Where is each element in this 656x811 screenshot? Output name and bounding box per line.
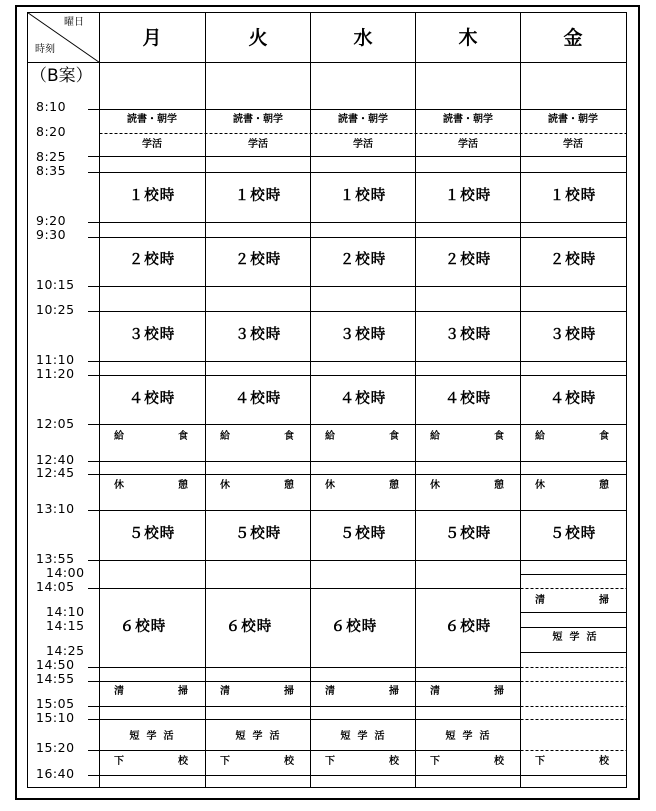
time-1310: 13:10	[36, 501, 75, 516]
cell-dismissal: 下 校	[430, 756, 526, 767]
time-1405: 14:05	[36, 579, 75, 594]
cell-period-1: １校時	[444, 188, 492, 204]
cell-cleaning: 清 掃	[114, 686, 210, 697]
time-1510: 15:10	[36, 710, 75, 725]
cell-rest: 休 憩	[325, 480, 421, 491]
cell-lunch: 給 食	[114, 431, 210, 442]
time-1520: 15:20	[36, 740, 75, 755]
cell-period-4: ４校時	[549, 391, 597, 407]
header-time-label: 時刻	[35, 44, 55, 55]
day-thu: 木	[458, 27, 478, 49]
time-0820: 8:20	[36, 124, 67, 139]
cell-rest: 休 憩	[430, 480, 526, 491]
cell-fri-short-homeroom: 短学活	[552, 632, 604, 643]
cell-homeroom: 学活	[458, 139, 478, 150]
cell-dismissal: 下 校	[535, 756, 631, 767]
cell-period-1: １校時	[234, 188, 282, 204]
cell-short-homeroom: 短学活	[340, 731, 392, 742]
cell-reading: 読書・朝学	[443, 114, 493, 125]
cell-period-4: ４校時	[339, 391, 387, 407]
cell-short-homeroom: 短学活	[445, 731, 497, 742]
time-1355: 13:55	[36, 551, 75, 566]
time-1455: 14:55	[36, 671, 75, 686]
time-1240: 12:40	[36, 452, 75, 467]
cell-rest: 休 憩	[220, 480, 316, 491]
cell-cleaning: 清 掃	[220, 686, 316, 697]
time-0810: 8:10	[36, 99, 67, 114]
cell-period-3: ３校時	[549, 327, 597, 343]
time-1450: 14:50	[36, 657, 75, 672]
cell-period-2: ２校時	[444, 252, 492, 268]
cell-lunch: 給 食	[325, 431, 421, 442]
cell-reading: 読書・朝学	[233, 114, 283, 125]
cell-homeroom: 学活	[142, 139, 162, 150]
cell-period-5: ５校時	[234, 526, 282, 542]
cell-period-5: ５校時	[444, 526, 492, 542]
time-1410: 14:10	[46, 604, 85, 619]
time-1640: 16:40	[36, 766, 75, 781]
time-1120: 11:20	[36, 366, 75, 381]
cell-cleaning: 清 掃	[325, 686, 421, 697]
time-1400: 14:00	[46, 565, 85, 580]
cell-lunch: 給 食	[535, 431, 631, 442]
time-0920: 9:20	[36, 213, 67, 228]
day-wed: 水	[353, 27, 373, 49]
time-1425: 14:25	[46, 643, 85, 658]
cell-fri-cleaning: 清 掃	[535, 595, 631, 606]
cell-period-1: １校時	[549, 188, 597, 204]
cell-period-6: ６校時	[225, 619, 273, 635]
cell-homeroom: 学活	[248, 139, 268, 150]
cell-homeroom: 学活	[353, 139, 373, 150]
cell-period-3: ３校時	[128, 327, 176, 343]
day-fri: 金	[563, 27, 583, 49]
cell-rest: 休 憩	[535, 480, 631, 491]
cell-short-homeroom: 短学活	[129, 731, 181, 742]
cell-lunch: 給 食	[220, 431, 316, 442]
cell-period-5: ５校時	[339, 526, 387, 542]
cell-rest: 休 憩	[114, 480, 210, 491]
time-1415: 14:15	[46, 618, 85, 633]
plan-label: （B案）	[30, 66, 93, 86]
cell-period-5: ５校時	[549, 526, 597, 542]
cell-period-2: ２校時	[234, 252, 282, 268]
cell-period-6: ６校時	[444, 619, 492, 635]
cell-reading: 読書・朝学	[548, 114, 598, 125]
cell-reading: 読書・朝学	[338, 114, 388, 125]
time-1025: 10:25	[36, 302, 75, 317]
time-0930: 9:30	[36, 227, 67, 242]
cell-period-4: ４校時	[234, 391, 282, 407]
header-day-label: 曜日	[64, 17, 84, 28]
time-0825: 8:25	[36, 149, 67, 164]
cell-dismissal: 下 校	[220, 756, 316, 767]
cell-period-4: ４校時	[128, 391, 176, 407]
cell-period-6: ６校時	[330, 619, 378, 635]
cell-homeroom: 学活	[563, 139, 583, 150]
cell-period-2: ２校時	[339, 252, 387, 268]
cell-period-1: １校時	[339, 188, 387, 204]
cell-reading: 読書・朝学	[127, 114, 177, 125]
cell-period-2: ２校時	[128, 252, 176, 268]
cell-dismissal: 下 校	[114, 756, 210, 767]
cell-period-3: ３校時	[339, 327, 387, 343]
day-mon: 月	[142, 27, 162, 49]
cell-period-4: ４校時	[444, 391, 492, 407]
cell-cleaning: 清 掃	[430, 686, 526, 697]
time-1505: 15:05	[36, 696, 75, 711]
time-0835: 8:35	[36, 163, 67, 178]
cell-period-3: ３校時	[234, 327, 282, 343]
cell-dismissal: 下 校	[325, 756, 421, 767]
day-tue: 火	[248, 27, 268, 49]
cell-short-homeroom: 短学活	[235, 731, 287, 742]
cell-period-6: ６校時	[119, 619, 167, 635]
time-1205: 12:05	[36, 416, 75, 431]
cell-lunch: 給 食	[430, 431, 526, 442]
time-1015: 10:15	[36, 277, 75, 292]
cell-period-2: ２校時	[549, 252, 597, 268]
time-1245: 12:45	[36, 465, 75, 480]
cell-period-3: ３校時	[444, 327, 492, 343]
time-1110: 11:10	[36, 352, 75, 367]
cell-period-5: ５校時	[128, 526, 176, 542]
cell-period-1: １校時	[128, 188, 176, 204]
